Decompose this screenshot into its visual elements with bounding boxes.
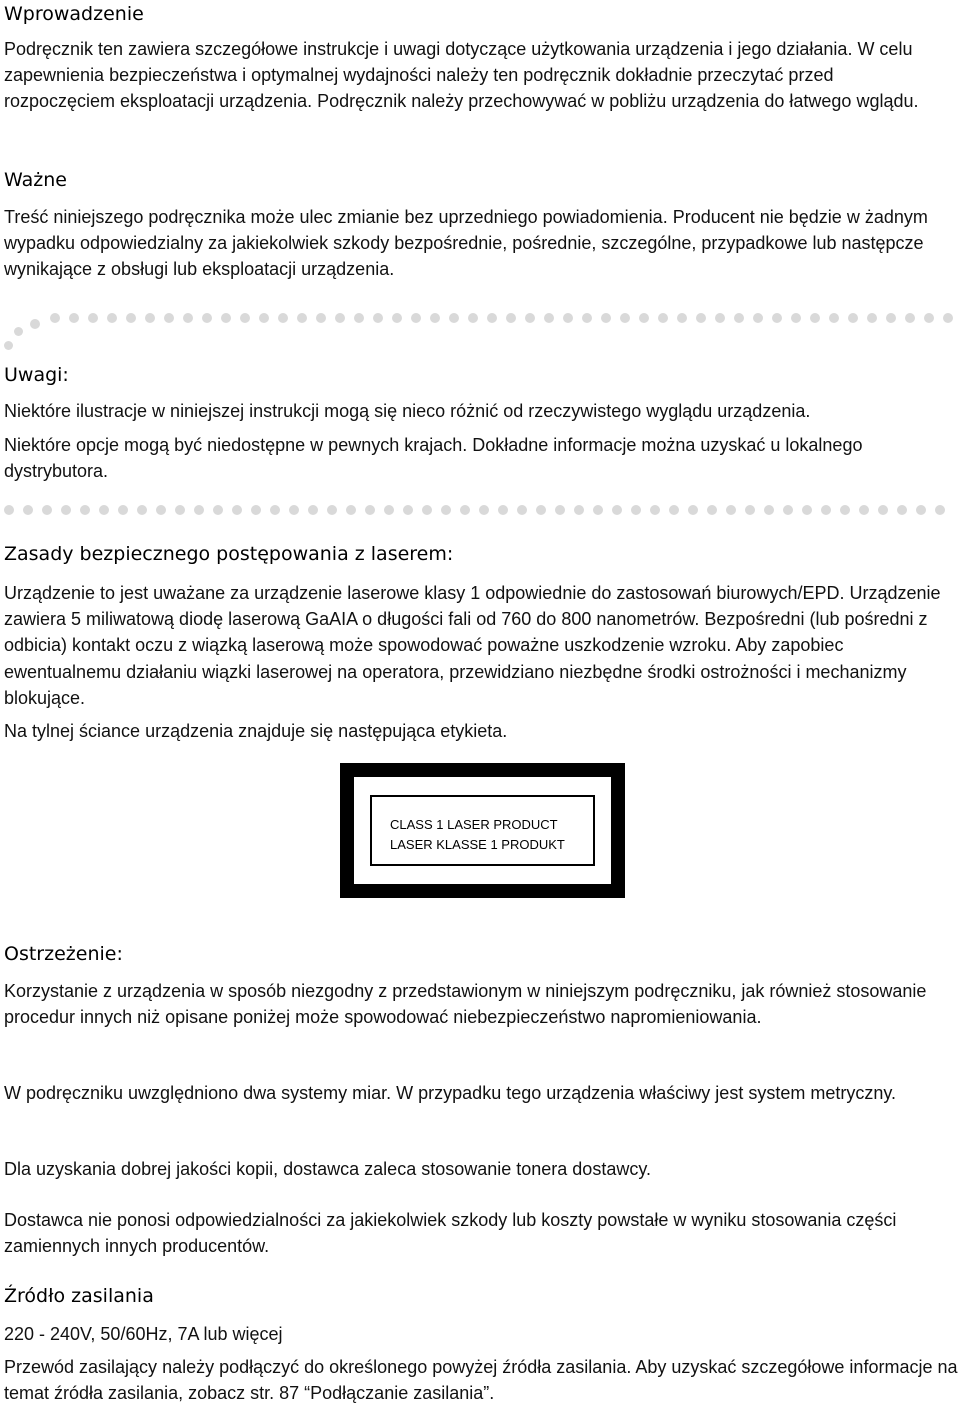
- paragraph-introduction: Podręcznik ten zawiera szczegółowe instrukcje i uwagi dotyczące użytkowania urządzenia i jego działania. W celu zapewnienia bezpieczeństwa i optymalnej wydajności należy ten podręcznik dokładnie przeczytać przed rozpoczęciem eksploatacji urządzenia. Podręcznik należy przechowywać w pobliżu urządzenia do łatwego wglądu.: [4, 39, 919, 112]
- divider-dot: [107, 313, 117, 323]
- divider-dot: [14, 327, 23, 336]
- divider-dot: [316, 313, 326, 323]
- divider-dot: [30, 319, 40, 329]
- divider-dot: [460, 505, 470, 515]
- divider-dot: [221, 313, 231, 323]
- divider-dot: [126, 313, 136, 323]
- divider-dot: [867, 313, 877, 323]
- divider-dot: [791, 313, 801, 323]
- divider-dot: [859, 505, 869, 515]
- divider-dot: [88, 313, 98, 323]
- divider-dot: [734, 313, 744, 323]
- divider-dot: [422, 505, 432, 515]
- divider-dot: [563, 313, 573, 323]
- heading-introduction: Wprowadzenie: [4, 3, 144, 25]
- divider-dot: [50, 313, 60, 323]
- divider-dot: [335, 313, 345, 323]
- divider-dot: [517, 505, 527, 515]
- divider-dot: [69, 313, 79, 323]
- divider-dot: [327, 505, 337, 515]
- heading-notes: Uwagi:: [4, 364, 69, 386]
- divider-dot: [601, 313, 611, 323]
- divider-dot: [593, 505, 603, 515]
- dotted-divider-bottom: [0, 505, 960, 517]
- divider-dot: [365, 505, 375, 515]
- divider-dot: [555, 505, 565, 515]
- divider-dot: [411, 313, 421, 323]
- paragraph-warning-1: Korzystanie z urządzenia w sposób niezgodny z przedstawionym w niniejszym podręczniku, jak również stosowanie procedur innych niż opisane poniżej może spowodować niebezpieczeństwo napromieniowania.: [4, 981, 927, 1028]
- divider-dot: [658, 313, 668, 323]
- heading-laser-safety: Zasady bezpiecznego postępowania z laserem:: [4, 543, 454, 565]
- divider-dot: [213, 505, 223, 515]
- divider-dot: [373, 313, 383, 323]
- divider-dot: [943, 313, 953, 323]
- divider-dot: [441, 505, 451, 515]
- divider-dot: [688, 505, 698, 515]
- divider-dot: [194, 505, 204, 515]
- divider-dot: [403, 505, 413, 515]
- divider-dot: [354, 313, 364, 323]
- divider-dot: [346, 505, 356, 515]
- label-text-line-1: CLASS 1 LASER PRODUCT: [390, 817, 558, 832]
- divider-dot: [430, 313, 440, 323]
- divider-dot: [905, 313, 915, 323]
- divider-dot: [639, 313, 649, 323]
- divider-dot: [536, 505, 546, 515]
- divider-dot: [118, 505, 128, 515]
- divider-dot: [802, 505, 812, 515]
- paragraph-notes-1: Niektóre ilustracje w niniejszej instrukcji mogą się nieco różnić od rzeczywistego wyglądu urządzenia.: [4, 401, 811, 421]
- divider-dot: [620, 313, 630, 323]
- divider-dot: [745, 505, 755, 515]
- divider-dot: [384, 505, 394, 515]
- heading-warning: Ostrzeżenie:: [4, 943, 123, 965]
- divider-dot: [764, 505, 774, 515]
- divider-dot: [145, 313, 155, 323]
- divider-dot: [897, 505, 907, 515]
- divider-dot: [99, 505, 109, 515]
- divider-dot: [650, 505, 660, 515]
- divider-dot: [753, 313, 763, 323]
- divider-dot: [810, 313, 820, 323]
- divider-dot: [886, 313, 896, 323]
- laser-class-label: [340, 763, 625, 898]
- heading-power-source: Źródło zasilania: [4, 1285, 154, 1307]
- divider-dot: [506, 313, 516, 323]
- divider-dot: [669, 505, 679, 515]
- divider-dot: [848, 313, 858, 323]
- divider-dot: [23, 505, 33, 515]
- divider-dot: [924, 313, 934, 323]
- divider-dot: [164, 313, 174, 323]
- divider-dot: [707, 505, 717, 515]
- divider-dot: [677, 313, 687, 323]
- divider-dot: [449, 313, 459, 323]
- divider-dot: [270, 505, 280, 515]
- dotted-divider-top: [0, 305, 960, 355]
- paragraph-warning-4: Dostawca nie ponosi odpowiedzialności za jakiekolwiek szkody lub koszty powstałe w wyniku stosowania części zamiennych innych producentów.: [4, 1210, 897, 1257]
- divider-dot: [772, 313, 782, 323]
- divider-dot: [612, 505, 622, 515]
- divider-dot: [259, 313, 269, 323]
- label-text-line-2: LASER KLASSE 1 PRODUKT: [390, 837, 565, 852]
- divider-dot: [61, 505, 71, 515]
- paragraph-notes-2: Niektóre opcje mogą być niedostępne w pewnych krajach. Dokładne informacje można uzyskać u lokalnego dystrybutora.: [4, 435, 863, 482]
- divider-dot: [308, 505, 318, 515]
- divider-dot: [726, 505, 736, 515]
- divider-dot: [202, 313, 212, 323]
- paragraph-laser-1: Urządzenie to jest uważane za urządzenie laserowe klasy 1 odpowiednie do zastosowań biurowych/EPD. Urządzenie zawiera 5 miliwatową diodę laserową GaAIA o długości fali od 760 do 800 nanometrów. Bezpośredni (lub pośredni z odbicia) kontakt oczu z wiązką laserową może spowodować poważne uszkodzenie wzroku. Aby zapobiec ewentualnemu działaniu wiązki laserowej na operatora, przewidziano niezbędne środki ostrożności i mechanizmy blokujące.: [4, 583, 941, 708]
- divider-dot: [183, 313, 193, 323]
- divider-dot: [278, 313, 288, 323]
- divider-dot: [232, 505, 242, 515]
- divider-dot: [487, 313, 497, 323]
- power-spec: 220 - 240V, 50/60Hz, 7A lub więcej: [4, 1324, 283, 1344]
- divider-dot: [829, 313, 839, 323]
- divider-dot: [4, 505, 14, 515]
- divider-dot: [821, 505, 831, 515]
- divider-dot: [175, 505, 185, 515]
- divider-dot: [297, 313, 307, 323]
- divider-dot: [468, 313, 478, 323]
- divider-dot: [137, 505, 147, 515]
- heading-important: Ważne: [4, 169, 67, 191]
- paragraph-power: Przewód zasilający należy podłączyć do określonego powyżej źródła zasilania. Aby uzyskać szczegółowe informacje na temat źródła zasilania, zobacz str. 87 “Podłączanie zasilania”.: [4, 1357, 958, 1404]
- divider-dot: [696, 313, 706, 323]
- divider-dot: [715, 313, 725, 323]
- divider-dot: [4, 341, 13, 350]
- divider-dot: [525, 313, 535, 323]
- divider-dot: [582, 313, 592, 323]
- paragraph-warning-2: W podręczniku uwzględniono dwa systemy miar. W przypadku tego urządzenia właściwy jest system metryczny.: [4, 1083, 897, 1103]
- divider-dot: [392, 313, 402, 323]
- divider-dot: [840, 505, 850, 515]
- divider-dot: [289, 505, 299, 515]
- divider-dot: [916, 505, 926, 515]
- divider-dot: [935, 505, 945, 515]
- divider-dot: [783, 505, 793, 515]
- divider-dot: [498, 505, 508, 515]
- paragraph-warning-3: Dla uzyskania dobrej jakości kopii, dostawca zaleca stosowanie tonera dostawcy.: [4, 1159, 651, 1179]
- divider-dot: [878, 505, 888, 515]
- divider-dot: [251, 505, 261, 515]
- divider-dot: [479, 505, 489, 515]
- paragraph-important: Treść niniejszego podręcznika może ulec zmianie bez uprzedniego powiadomienia. Producent nie będzie w żadnym wypadku odpowiedzialny za jakiekolwiek szkody bezpośrednie, pośrednie, szczególne, przypadkowe lub następcze wynikające z obsługi lub eksploatacji urządzenia.: [4, 207, 928, 280]
- divider-dot: [574, 505, 584, 515]
- divider-dot: [80, 505, 90, 515]
- divider-dot: [42, 505, 52, 515]
- divider-dot: [240, 313, 250, 323]
- divider-dot: [631, 505, 641, 515]
- paragraph-laser-2: Na tylnej ściance urządzenia znajduje się następująca etykieta.: [4, 721, 508, 741]
- divider-dot: [544, 313, 554, 323]
- divider-dot: [156, 505, 166, 515]
